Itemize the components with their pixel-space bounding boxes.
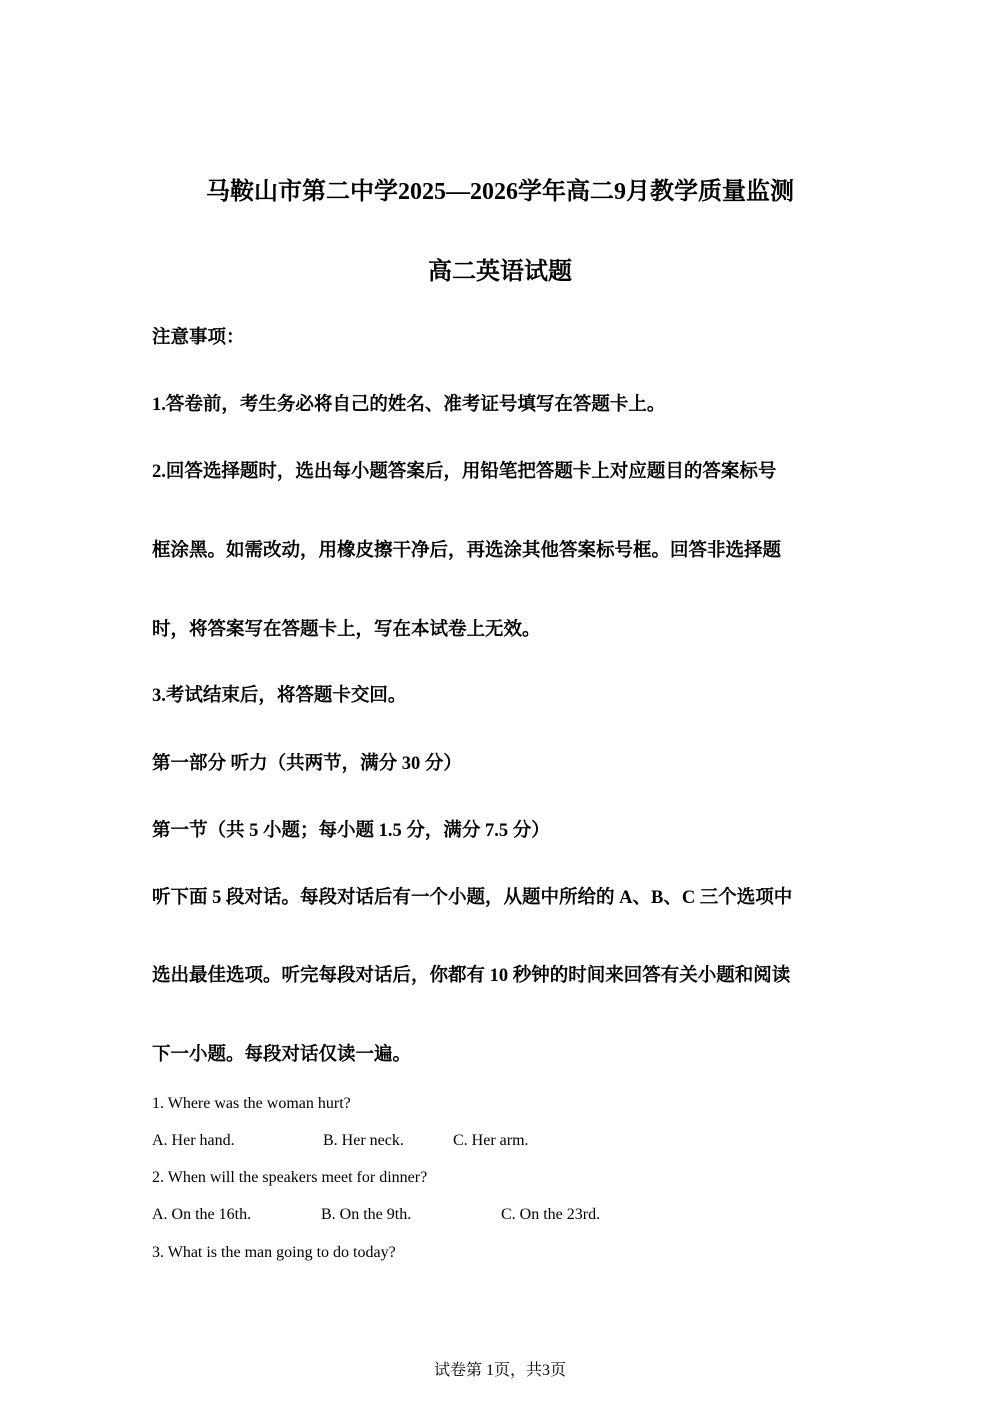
exam-title: 马鞍山市第二中学2025—2026学年高二9月教学质量监测 <box>206 179 794 205</box>
note-line-3: 框涂黑。如需改动，用橡皮擦干净后，再选涂其他答案标号框。回答非选择题 <box>152 541 782 561</box>
question-1-option-a: A. Her hand. <box>152 1132 235 1149</box>
instruction-line-3: 下一小题。每段对话仅读一遍。 <box>152 1045 412 1065</box>
part1-heading: 第一部分 听力（共两节，满分 30 分） <box>152 754 462 774</box>
question-3-stem: 3. What is the man going to do today? <box>152 1244 396 1261</box>
question-1-option-c: C. Her arm. <box>453 1132 529 1149</box>
notes-heading: 注意事项： <box>152 328 245 348</box>
instruction-line-1: 听下面 5 段对话。每段对话后有一个小题，从题中所给的 A、B、C 三个选项中 <box>152 888 793 908</box>
section1-heading: 第一节（共 5 小题；每小题 1.5 分，满分 7.5 分） <box>152 821 550 841</box>
note-line-2: 2.回答选择题时，选出每小题答案后，用铅笔把答题卡上对应题目的答案标号 <box>152 462 777 482</box>
question-1-option-b: B. Her neck. <box>323 1132 404 1149</box>
question-2-option-a: A. On the 16th. <box>152 1206 252 1223</box>
note-line-1: 1.答卷前，考生务必将自己的姓名、准考证号填写在答题卡上。 <box>152 395 666 415</box>
note-line-4: 时，将答案写在答题卡上，写在本试卷上无效。 <box>152 620 541 640</box>
note-line-5: 3.考试结束后，将答题卡交回。 <box>152 686 407 706</box>
question-2-option-b: B. On the 9th. <box>321 1206 412 1223</box>
question-1-stem: 1. Where was the woman hurt? <box>152 1095 351 1112</box>
exam-subtitle: 高二英语试题 <box>428 259 572 285</box>
page-footer: 试卷第 1页，共3页 <box>433 1362 566 1379</box>
instruction-line-2: 选出最佳选项。听完每段对话后，你都有 10 秒钟的时间来回答有关小题和阅读 <box>152 966 791 986</box>
question-2-option-c: C. On the 23rd. <box>501 1206 601 1223</box>
question-2-stem: 2. When will the speakers meet for dinner? <box>152 1169 428 1186</box>
